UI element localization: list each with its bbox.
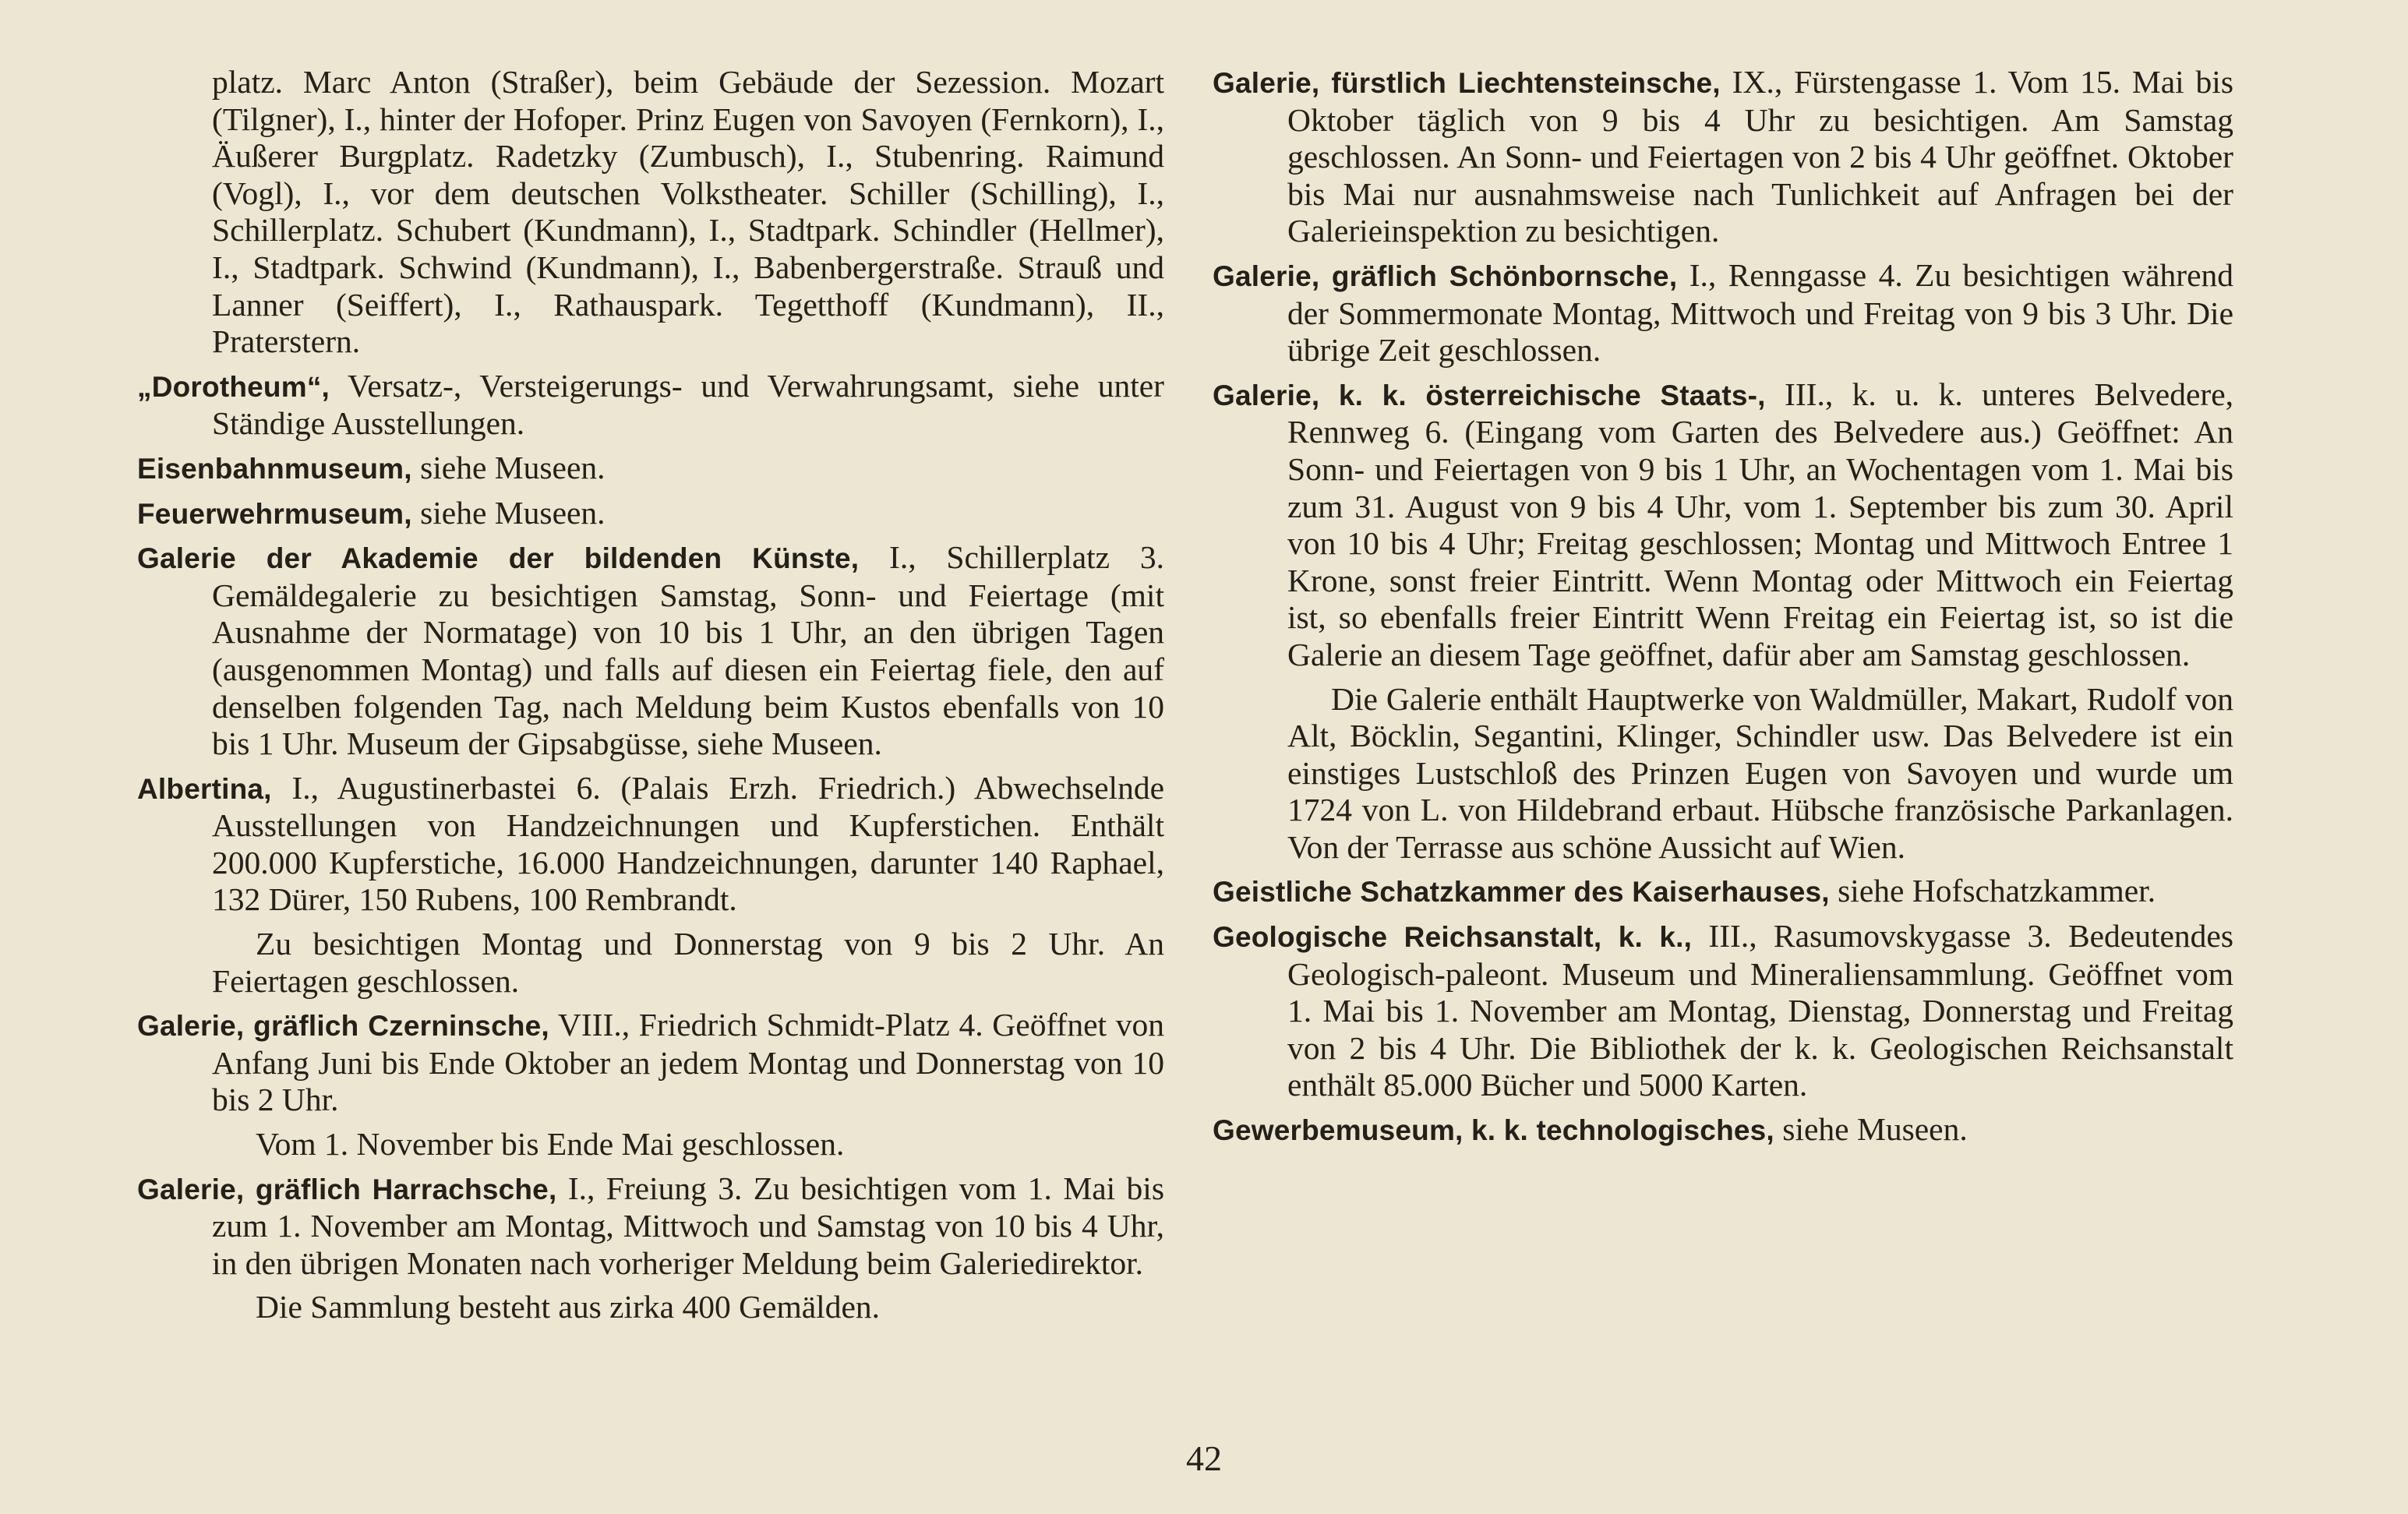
entry-galerie-czernin — [137, 1007, 1164, 1119]
entry-text: I., Augustinerbastei 6. (Palais Erzh. Friedrich.) Abwechselnde Ausstellungen von Handzeichnungen und Kupferstichen. Enthält 200.000 Kupferstiche, 16.000 Handzeichnungen, darunter 140 Raphael, 132 Dürer, 150 Rubens, 100 Rembrandt. — [212, 769, 1164, 918]
entry-paragraph — [1213, 681, 2233, 866]
entry-gewerbemuseum — [1213, 1111, 2233, 1149]
entry-heading: „Dorotheum“, — [137, 370, 330, 403]
entry-text: III., k. u. k. unteres Belvedere, Rennweg 6. (Eingang vom Garten des Belvedere aus.) Geöffnet: An Sonn- und Feiertagen von 9 bis 1 Uhr, an Wochentagen vom 1. Mai bis zum 31. August von 9 bis 4 Uhr, vom 1. September bis zum 30. April von 10 bis 4 Uhr; Freitag geschlossen; Montag und Mittwoch Entree 1 Krone, sonst freier Eintritt. Wenn Montag oder Mittwoch ein Feiertag ist, so ebenfalls freier Eintritt Wenn Freitag ein Feiertag ist, so ist die Galerie an diesem Tage geöffnet, dafür aber am Samstag geschlossen. — [1287, 376, 2233, 672]
entry-text: Die Sammlung besteht aus zirka 400 Gemälden. — [256, 1289, 880, 1325]
entry-albertina — [137, 770, 1164, 919]
entry-text: Versatz-, Versteigerungs- und Verwahrungsamt, siehe unter Ständige Ausstellungen. — [212, 367, 1164, 442]
entry-heading: Albertina, — [137, 772, 272, 805]
entry-galerie-liechtenstein — [1213, 64, 2233, 250]
entry-paragraph — [137, 926, 1164, 1000]
entry-geistliche-schatzkammer — [1213, 873, 2233, 911]
entry-galerie-harrach — [137, 1170, 1164, 1283]
entry-text: siehe Hofschatzkammer. — [1829, 873, 2156, 909]
entry-heading: Galerie, gräflich Harrachsche, — [137, 1173, 557, 1205]
entry-galerie-schoenborn — [1213, 257, 2233, 369]
entry-heading: Galerie, gräflich Schönbornsche, — [1213, 259, 1678, 292]
entry-text: I., Renngasse 4. Zu besichtigen während der Sommermonate Montag, Mittwoch und Freitag von 9 bis 3 Uhr. Die übrige Zeit geschlossen. — [1287, 256, 2233, 369]
page-number: 42 — [1186, 1438, 1222, 1478]
entry-heading: Galerie, gräflich Czerninsche, — [137, 1010, 549, 1043]
entry-continuation — [137, 64, 1164, 361]
right-column — [1213, 64, 2233, 1156]
entry-galerie-staats — [1213, 376, 2233, 674]
entry-paragraph — [137, 1289, 1164, 1326]
entry-text: III., Rasumovskygasse 3. Bedeutendes Geologisch-paleont. Museum und Mineraliensammlung. Geöffnet vom 1. Mai bis 1. November am Montag, Dienstag, Donnerstag und Freitag von 2 bis 4 Uhr. Die Bibliothek der k. k. Geologischen Reichsanstalt enthält 85.000 Bücher und 5000 Karten. — [1287, 918, 2233, 1103]
entry-heading: Geistliche Schatzkammer des Kaiserhauses, — [1213, 876, 1830, 909]
entry-text: platz. Marc Anton (Straßer), beim Gebäude der Sezession. Mozart (Tilgner), I., hinter der Hofoper. Prinz Eugen von Savoyen (Fernkorn), I., Äußerer Burgplatz. Radetzky (Zumbusch), I., Stubenring. Raimund (Vogl), I., vor dem deutschen Volkstheater. Schiller (Schilling), I., Schillerplatz. Schubert (Kundmann), I., Stadtpark. Schindler (Hellmer), I., Stadtpark. Schwind (Kundmann), I., Babenbergerstraße. Strauß und Lanner (Seiffert), I., Rathauspark. Tegetthoff (Kundmann), II., Praterstern. — [212, 64, 1164, 360]
entry-text: siehe Museen. — [411, 449, 606, 485]
entry-feuerwehrmuseum — [137, 495, 1164, 533]
entry-heading: Galerie der Akademie der bildenden Künste, — [137, 542, 860, 575]
entry-text: siehe Museen. — [1774, 1111, 1968, 1148]
entry-text: Zu besichtigen Montag und Donnerstag von 9 bis 2 Uhr. An Feiertagen geschlossen. — [212, 926, 1164, 999]
entry-text: I., Schillerplatz 3. Gemäldegalerie zu besichtigen Samstag, Sonn- und Feiertage (mit Ausnahme der Normatage) von 10 bis 1 Uhr, an den übrigen Tagen (ausgenommen Montag) und falls auf diesen ein Feiertag fiele, den auf denselben folgenden Tag, nach Meldung beim Kustos ebenfalls von 10 bis 1 Uhr. Museum der Gipsabgüsse, siehe Museen. — [212, 539, 1164, 762]
entry-heading: Galerie, fürstlich Liechtensteinsche, — [1213, 67, 1721, 99]
entry-geologische-reichsanstalt — [1213, 918, 2233, 1104]
entry-galerie-akademie — [137, 539, 1164, 763]
entry-text: I., Freiung 3. Zu besichtigen vom 1. Mai bis zum 1. November am Montag, Mittwoch und Samstag von 10 bis 4 Uhr, in den übrigen Monaten nach vorheriger Meldung beim Galeriedirektor. — [212, 1170, 1164, 1281]
entry-heading: Feuerwehrmuseum, — [137, 497, 412, 530]
entry-paragraph — [137, 1126, 1164, 1163]
entry-text: IX., Fürstengasse 1. Vom 15. Mai bis Oktober täglich von 9 bis 4 Uhr zu besichtigen. Am Samstag geschlossen. An Sonn- und Feiertagen von 2 bis 4 Uhr geöffnet. Oktober bis Mai nur ausnahmsweise nach Tunlichkeit auf Anfragen bei der Galerieinspektion zu besichtigen. — [1287, 64, 2233, 249]
entry-heading: Eisenbahnmuseum, — [137, 452, 412, 485]
entry-heading: Gewerbemuseum, k. k. technologisches, — [1213, 1114, 1774, 1147]
entry-heading: Galerie, k. k. österreichische Staats-, — [1213, 379, 1766, 411]
entry-dorotheum — [137, 368, 1164, 443]
entry-text: Vom 1. November bis Ende Mai geschlossen. — [256, 1126, 845, 1163]
entry-text: siehe Museen. — [411, 494, 606, 531]
entry-heading: Geologische Reichsanstalt, k. k., — [1213, 921, 1693, 954]
left-column — [137, 64, 1164, 1333]
entry-text: VIII., Friedrich Schmidt-Platz 4. Geöffnet von Anfang Juni bis Ende Oktober an jedem Montag und Donnerstag von 10 bis 2 Uhr. — [212, 1007, 1164, 1118]
entry-eisenbahnmuseum — [137, 450, 1164, 488]
entry-text: Die Galerie enthält Hauptwerke von Waldmüller, Makart, Rudolf von Alt, Böcklin, Segantini, Klinger, Schindler usw. Das Belvedere ist ein einstiges Lustschloß des Prinzen Eugen von Savoyen und wurde um 1724 von L. von Hildebrand erbaut. Hübsche französische Parkanlagen. Von der Terrasse aus schöne Aussicht auf Wien. — [1287, 680, 2233, 865]
